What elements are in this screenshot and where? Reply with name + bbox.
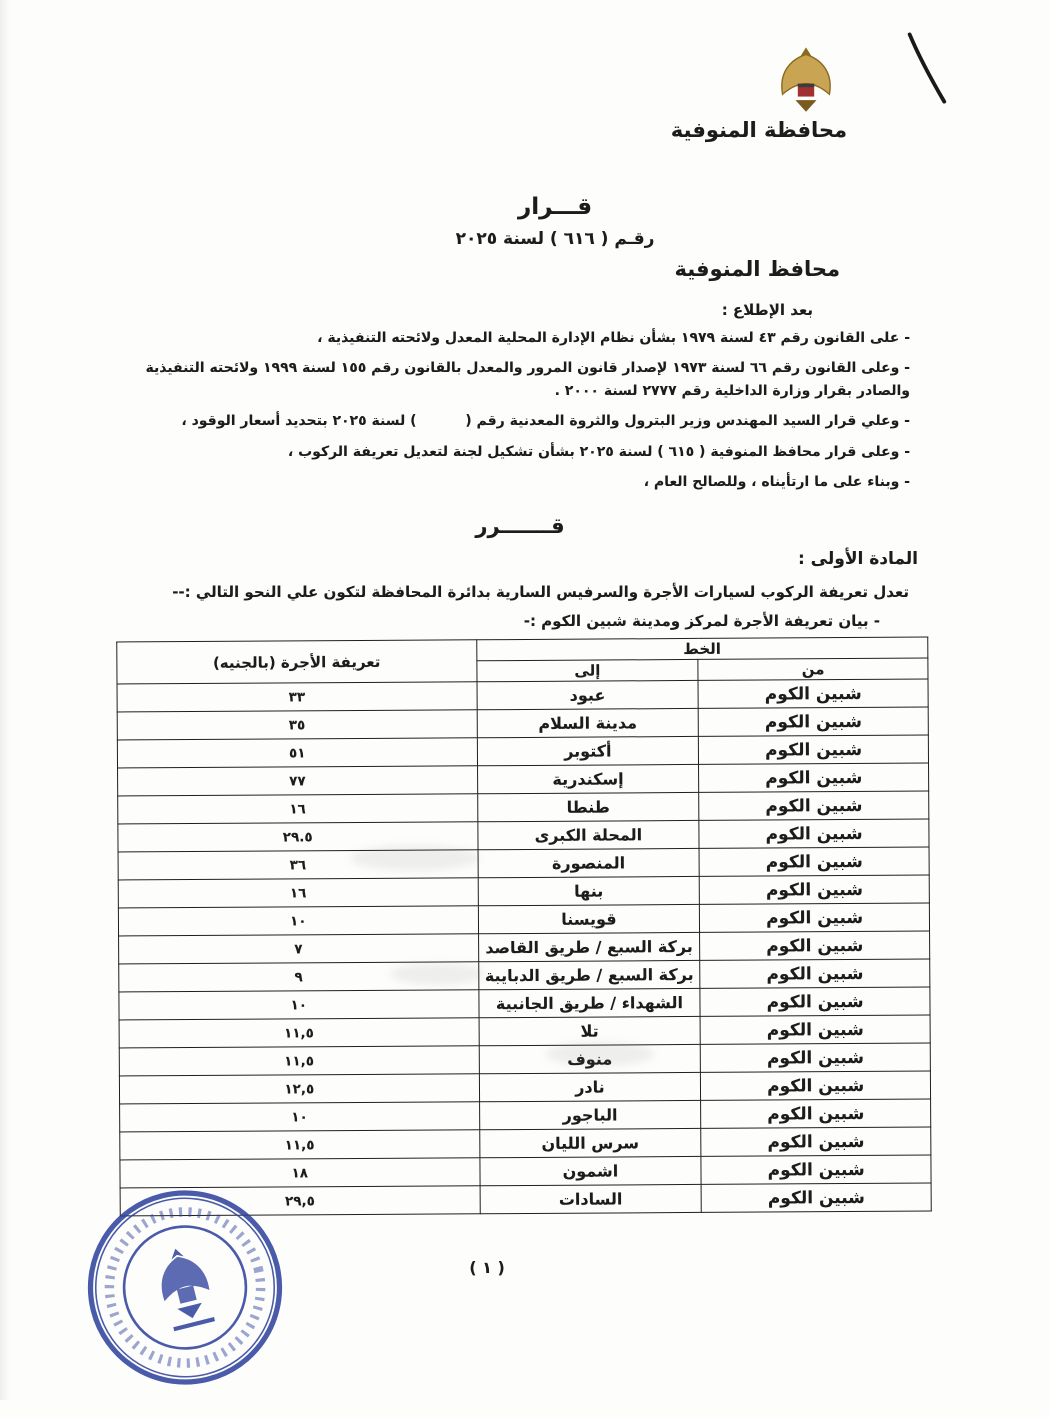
from-cell: شبين الكوم <box>701 1071 931 1100</box>
fare-cell: ٣٦ <box>118 850 478 880</box>
fare-column-header: تعريفة الأجرة (بالجنيه) <box>117 640 477 684</box>
preamble-clauses <box>110 327 910 501</box>
fare-cell: ٧٧ <box>118 766 478 796</box>
to-cell: سرس الليان <box>479 1128 701 1157</box>
fare-cell: ٣٣ <box>117 682 477 712</box>
fare-cell: ٥١ <box>117 738 477 768</box>
to-cell: عبود <box>477 680 699 709</box>
from-cell: شبين الكوم <box>701 1183 931 1212</box>
fare-table-body <box>117 679 931 1216</box>
from-cell: شبين الكوم <box>700 931 930 960</box>
fare-cell: ١٢,٥ <box>119 1074 479 1104</box>
fare-cell: ٣٥ <box>117 710 477 740</box>
from-column-header: من <box>698 658 928 680</box>
issuer-title: محافظ المنوفية <box>674 257 840 281</box>
article-one-text: تعدل تعريفة الركوب لسيارات الأجرة والسرفيس السارية بدائرة المحافظة لتكون علي النحو التالي :-- <box>172 583 909 601</box>
from-cell: شبين الكوم <box>699 735 929 764</box>
clause-committee-decree: - وعلى قرار محافظ المنوفية ( ٦١٥ ) لسنة ٢٠٢٥ بشأن تشكيل لجنة لتعديل تعريفة الركوب ، <box>287 443 910 460</box>
to-column-header: إلى <box>476 659 698 681</box>
decree-title: قـــرار <box>517 194 593 220</box>
to-cell: منوف <box>479 1044 701 1073</box>
preamble-label: بعد الإطلاع : <box>721 301 813 319</box>
fare-cell: ١٨ <box>120 1158 480 1188</box>
clause-traffic-law: - وعلى القانون رقم ٦٦ لسنة ١٩٧٣ لإصدار قانون المرور والمعدل بالقانون رقم ١٥٥ لسنة ١٩٩٩ ولائحته التنفيذية والصادر بقرار وزارة الداخلية رقم ٢٧٧٧ لسنة ٢٠٠٠ . <box>145 360 910 399</box>
fare-table-header <box>117 637 928 684</box>
from-cell: شبين الكوم <box>698 707 928 736</box>
to-cell: طنطا <box>477 792 699 821</box>
from-cell: شبين الكوم <box>700 959 930 988</box>
egypt-eagle-emblem-icon <box>765 36 847 122</box>
fare-cell: ١١,٥ <box>119 1018 479 1048</box>
fare-cell: ٢٩,٥ <box>120 1186 480 1216</box>
fare-cell: ٩ <box>119 962 479 992</box>
clause-fuel-prices: - وعلي قرار السيد المهندس وزير البترول والثروة المعدنية رقم ( ) لسنة ٢٠٢٥ بتحديد أسعار الوقود ، <box>181 413 910 430</box>
fare-cell: ١٠ <box>120 1102 480 1132</box>
page-number: ( ١ ) <box>469 1258 505 1277</box>
from-cell: شبين الكوم <box>700 1015 930 1044</box>
clause-public-interest: - وبناء على ما ارتأيناه ، وللصالح العام ، <box>643 473 910 490</box>
clause-local-admin-law: - على القانون رقم ٤٣ لسنة ١٩٧٩ بشأن نظام الإدارة المحلية المعدل ولائحته التنفيذية ، <box>317 330 910 346</box>
article-one-label: المادة الأولى : <box>797 549 918 569</box>
to-cell: الشهداء / طريق الجانبية <box>478 988 700 1017</box>
pen-stroke-icon <box>902 30 950 108</box>
to-cell: أكتوبر <box>477 736 699 765</box>
scan-edge-shading <box>0 0 10 1400</box>
to-cell: إسكندرية <box>477 764 699 793</box>
fare-cell: ٢٩.٥ <box>118 822 478 852</box>
to-cell: المحلة الكبرى <box>477 820 699 849</box>
decree-title-block <box>395 194 715 249</box>
decree-number-line: رقـم ( ٦١٦ ) لسنة ٢٠٢٥ <box>455 229 655 249</box>
to-cell: نادر <box>479 1072 701 1101</box>
to-cell: تلا <box>479 1016 701 1045</box>
decision-word: قـــــــرر <box>475 514 565 538</box>
to-cell: بنها <box>478 876 700 905</box>
to-cell: المنصورة <box>478 848 700 877</box>
fare-cell: ١١,٥ <box>119 1046 479 1076</box>
fare-cell: ١٦ <box>118 794 478 824</box>
from-cell: شبين الكوم <box>700 987 930 1016</box>
from-cell: شبين الكوم <box>701 1099 931 1128</box>
to-cell: قويسنا <box>478 904 700 933</box>
from-cell: شبين الكوم <box>699 791 929 820</box>
scan-smudge <box>545 1042 655 1066</box>
to-cell: الباجور <box>479 1100 701 1129</box>
fare-cell: ١١,٥ <box>120 1130 480 1160</box>
fare-cell: ٧ <box>119 934 479 964</box>
fare-table <box>116 637 931 1217</box>
from-cell: شبين الكوم <box>699 847 929 876</box>
fare-cell: ١٠ <box>118 906 478 936</box>
fare-cell: ١٦ <box>118 878 478 908</box>
from-cell: شبين الكوم <box>701 1043 931 1072</box>
from-cell: شبين الكوم <box>700 903 930 932</box>
to-cell: بركة السبع / طريق القاصد <box>478 932 700 961</box>
from-cell: شبين الكوم <box>699 819 929 848</box>
to-cell: السادات <box>480 1184 702 1213</box>
scan-smudge <box>390 963 485 985</box>
to-cell: بركة السبع / طريق الدبايبة <box>478 960 700 989</box>
to-cell: مدينة السلام <box>477 708 699 737</box>
to-cell: اشمون <box>479 1156 701 1185</box>
from-cell: شبين الكوم <box>699 875 929 904</box>
scan-smudge <box>350 845 480 871</box>
governorate-name: محافظة المنوفية <box>670 118 847 142</box>
from-cell: شبين الكوم <box>701 1155 931 1184</box>
from-cell: شبين الكوم <box>698 679 928 708</box>
fare-cell: ١٠ <box>119 990 479 1020</box>
line-group-header: الخط <box>476 637 928 661</box>
from-cell: شبين الكوم <box>699 763 929 792</box>
fare-table-caption: - بيان تعريفة الأجرة لمركز ومدينة شبين الكوم :- <box>523 612 880 630</box>
from-cell: شبين الكوم <box>701 1127 931 1156</box>
